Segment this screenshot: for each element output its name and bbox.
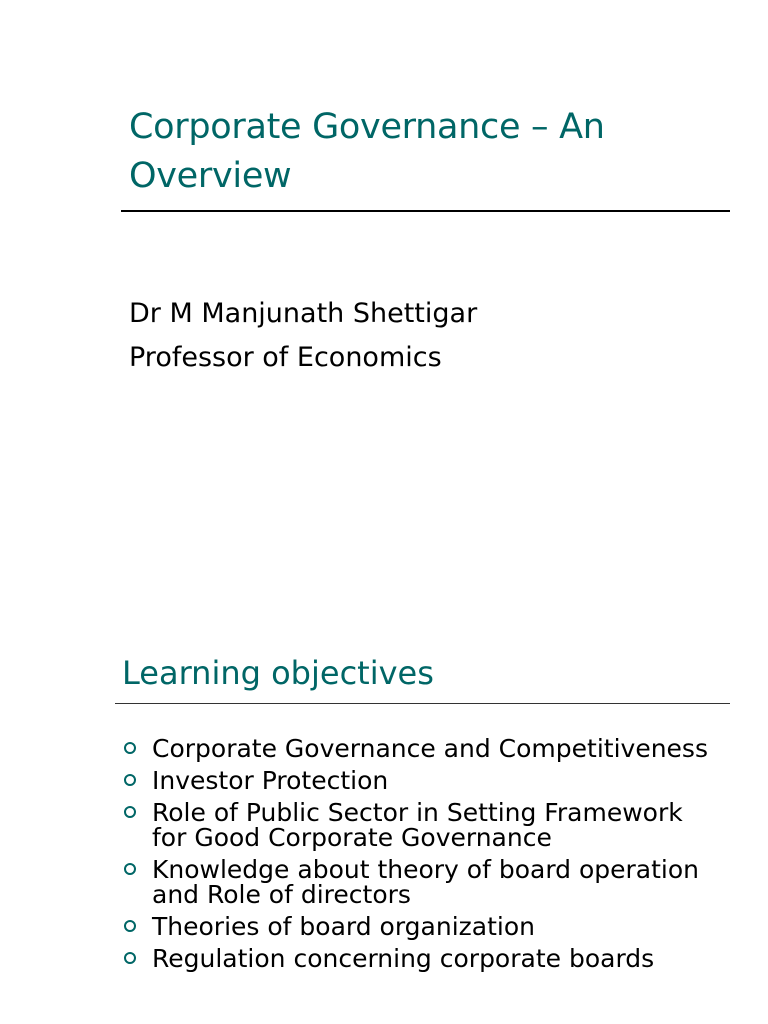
- list-item-text: Corporate Governance and Competitiveness: [152, 734, 708, 763]
- title-divider: [121, 210, 730, 212]
- slide-learning-objectives: [0, 600, 768, 1024]
- list-item-text: Investor Protection: [152, 766, 389, 795]
- presenter-role: Professor of Economics: [129, 342, 442, 373]
- hollow-circle-bullet-icon: [124, 742, 136, 754]
- list-item-text: Regulation concerning corporate boards: [152, 944, 655, 973]
- objectives-divider: [115, 703, 730, 704]
- hollow-circle-bullet-icon: [124, 774, 136, 786]
- list-item: [123, 736, 723, 761]
- hollow-circle-bullet-icon: [124, 952, 136, 964]
- objectives-heading: Learning objectives: [122, 654, 434, 692]
- presenter-info: [129, 292, 477, 380]
- hollow-circle-bullet-icon: [124, 863, 136, 875]
- list-item: [123, 857, 723, 907]
- list-item: [123, 768, 723, 793]
- slide-title-heading: Corporate Governance – An Overview: [129, 107, 605, 196]
- list-item: [123, 946, 723, 971]
- presenter-name: Dr M Manjunath Shettigar: [129, 298, 478, 329]
- list-item-text: Knowledge about theory of board operation and Role of directors: [152, 855, 700, 909]
- hollow-circle-bullet-icon: [124, 920, 136, 932]
- list-item-text: Theories of board organization: [152, 912, 535, 941]
- list-item-text: Role of Public Sector in Setting Framework for Good Corporate Governance: [152, 798, 683, 852]
- list-item: [123, 914, 723, 939]
- objectives-list: [123, 736, 723, 978]
- list-item: [123, 800, 723, 850]
- hollow-circle-bullet-icon: [124, 806, 136, 818]
